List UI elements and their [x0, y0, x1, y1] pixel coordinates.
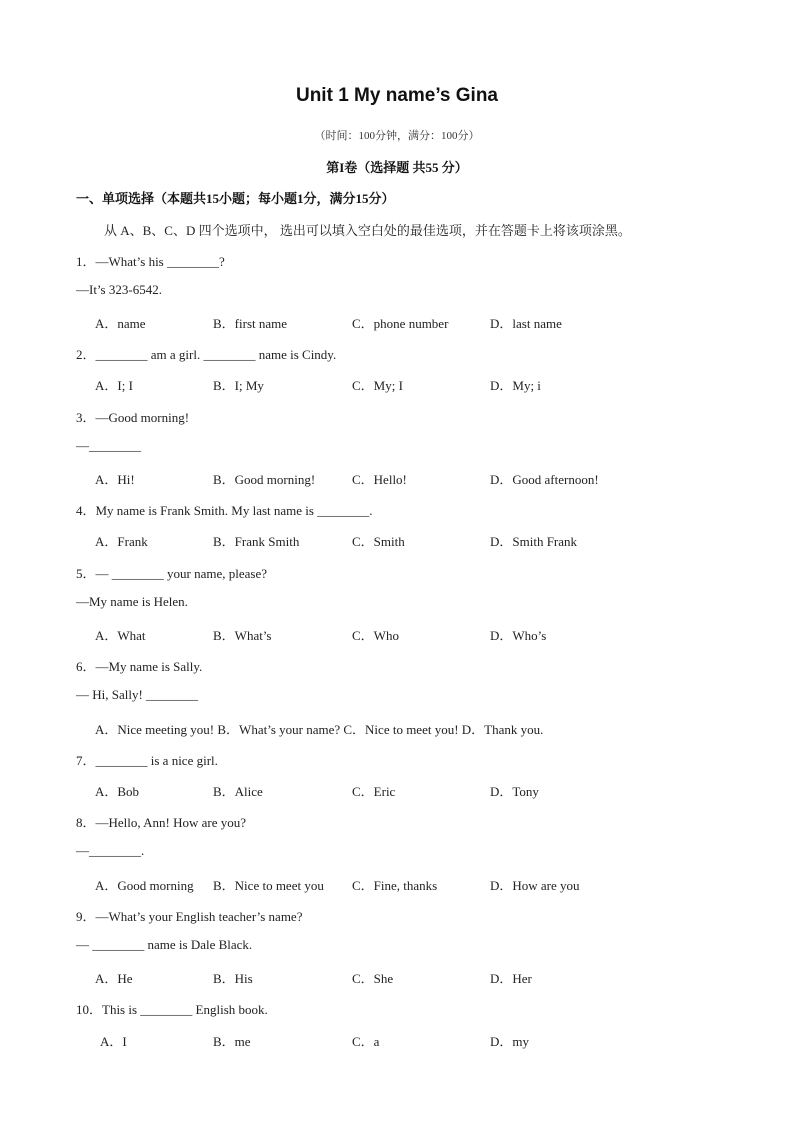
question-7: 7．________ is a nice girl. — [76, 753, 218, 768]
option-d[interactable]: D．Smith Frank — [490, 534, 578, 549]
option-d[interactable]: D．How are you — [490, 878, 580, 893]
part-heading: 第I卷（选择题 共55 分） — [326, 160, 468, 175]
question-3-response: —________ — [76, 438, 141, 453]
options-row-4 — [0, 531, 794, 551]
option-b[interactable]: B．I; My — [213, 378, 264, 393]
option-b[interactable]: B．Good morning! — [213, 472, 316, 487]
exam-info: （时间：100分钟，满分：100分） — [314, 130, 480, 142]
option-b[interactable]: B．first name — [213, 316, 288, 331]
options-row-7 — [0, 781, 794, 801]
option-a[interactable]: A．What — [95, 628, 146, 643]
option-b[interactable]: B．What’s — [213, 628, 272, 643]
option-d[interactable]: D．Tony — [490, 784, 539, 799]
options-row-8 — [0, 875, 794, 895]
option-d[interactable]: D．Who’s — [490, 628, 547, 643]
question-9: 9．—What’s your English teacher’s name? — [76, 909, 303, 924]
option-d[interactable]: D．my — [490, 1034, 530, 1049]
page-title: Unit 1 My name’s Gina — [295, 85, 498, 106]
options-row-9 — [0, 968, 794, 988]
question-9-response: — ________ name is Dale Black. — [76, 937, 253, 952]
question-5: 5．— ________ your name, please? — [76, 566, 267, 581]
options-row-3 — [0, 469, 794, 489]
options-row-1 — [0, 313, 794, 333]
option-a[interactable]: A．He — [95, 971, 133, 986]
options-row-6 — [0, 719, 794, 739]
options-row-2 — [0, 375, 794, 395]
option-c[interactable]: C．My; I — [352, 378, 403, 393]
option-a[interactable]: A．name — [95, 316, 146, 331]
option-a[interactable]: A．I — [100, 1034, 127, 1049]
question-10: 10．This is ________ English book. — [76, 1002, 268, 1017]
option-b[interactable]: B．Alice — [213, 784, 263, 799]
question-8: 8．—Hello, Ann! How are you? — [76, 815, 247, 830]
option-c[interactable]: C．She — [352, 971, 394, 986]
option-c[interactable]: C．Hello! — [352, 472, 407, 487]
option-b[interactable]: B．Frank Smith — [213, 534, 300, 549]
option-c[interactable]: C．Eric — [352, 784, 396, 799]
question-4: 4．My name is Frank Smith. My last name is ________. — [76, 503, 373, 518]
question-6: 6．—My name is Sally. — [76, 659, 203, 674]
option-d[interactable]: D．last name — [490, 316, 562, 331]
option-d[interactable]: D．My; i — [490, 378, 541, 393]
question-5-response: —My name is Helen. — [76, 594, 188, 609]
instructions: 从 A、B、C、D 四个选项中， 选出可以填入空白处的最佳选项，并在答题卡上将该项涂黑。 — [104, 223, 631, 238]
option-a[interactable]: A．I; I — [95, 378, 133, 393]
option-b[interactable]: B．Nice to meet you — [213, 878, 324, 893]
option-c[interactable]: C．Fine, thanks — [352, 878, 438, 893]
option-a[interactable]: A．Bob — [95, 784, 140, 799]
option-c[interactable]: C．Smith — [352, 534, 405, 549]
option-c[interactable]: C．phone number — [352, 316, 449, 331]
question-2: 2．________ am a girl. ________ name is Cindy. — [76, 347, 337, 362]
option-d[interactable]: D．Good afternoon! — [490, 472, 599, 487]
option-a[interactable]: A．Good morning — [95, 878, 194, 893]
option-a[interactable]: A．Frank — [95, 534, 148, 549]
question-3: 3．—Good morning! — [76, 410, 190, 425]
option-c[interactable]: C．a — [352, 1034, 380, 1049]
question-1-response: —It’s 323-6542. — [76, 282, 162, 297]
option-line[interactable]: A．Nice meeting you! B．What’s your name? C．Nice to meet you! D．Thank you. — [95, 722, 544, 737]
option-b[interactable]: B．me — [213, 1034, 251, 1049]
option-b[interactable]: B．His — [213, 971, 253, 986]
section-heading: 一、单项选择（本题共15小题；每小题1分，满分15分） — [76, 191, 395, 206]
question-1: 1．—What’s his ________? — [76, 254, 225, 269]
options-row-5 — [0, 625, 794, 645]
option-c[interactable]: C．Who — [352, 628, 399, 643]
option-a[interactable]: A．Hi! — [95, 472, 135, 487]
options-row-10 — [0, 1031, 794, 1051]
question-8-response: —________. — [76, 843, 145, 858]
question-6-response: — Hi, Sally! ________ — [76, 687, 199, 702]
option-d[interactable]: D．Her — [490, 971, 532, 986]
